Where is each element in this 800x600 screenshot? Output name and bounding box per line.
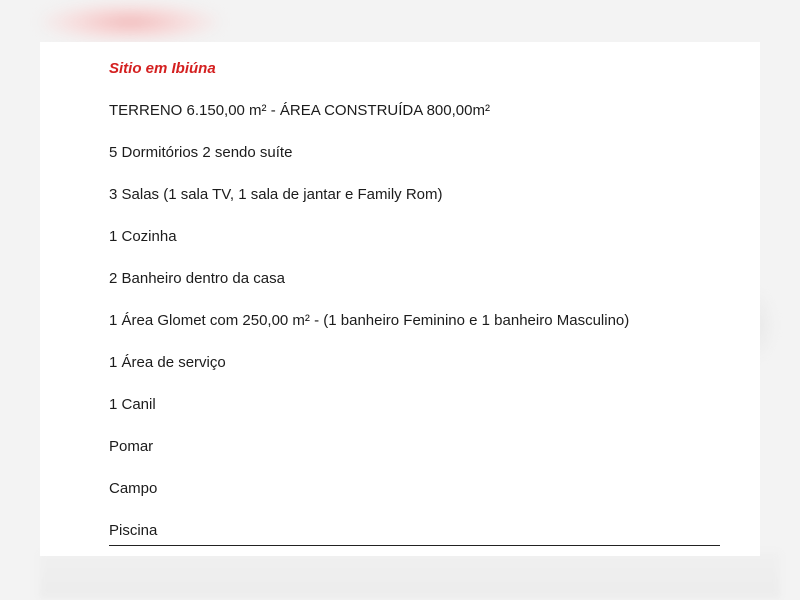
document-page <box>40 42 760 556</box>
bottom-rule <box>109 545 720 546</box>
blurred-footer-remnant <box>40 552 780 598</box>
bedrooms-line: 5 Dormitórios 2 sendo suíte <box>109 144 293 161</box>
gourmet-area-line: 1 Área Glomet com 250,00 m² - (1 banheiro Feminino e 1 banheiro Masculino) <box>109 312 630 329</box>
document-title: Sitio em Ibiúna <box>109 60 216 77</box>
kennel-line: 1 Canil <box>109 396 156 413</box>
living-rooms-line: 3 Salas (1 sala TV, 1 sala de jantar e Family Rom) <box>109 186 443 203</box>
land-area-line: TERRENO 6.150,00 m² - ÁREA CONSTRUÍDA 800,00m² <box>109 102 490 119</box>
kitchen-line: 1 Cozinha <box>109 228 177 245</box>
bathrooms-line: 2 Banheiro dentro da casa <box>109 270 285 287</box>
blurred-header-remnant <box>40 2 220 42</box>
orchard-line: Pomar <box>109 438 154 455</box>
field-line: Campo <box>109 480 158 497</box>
service-area-line: 1 Área de serviço <box>109 354 226 371</box>
pool-line: Piscina <box>109 522 158 539</box>
